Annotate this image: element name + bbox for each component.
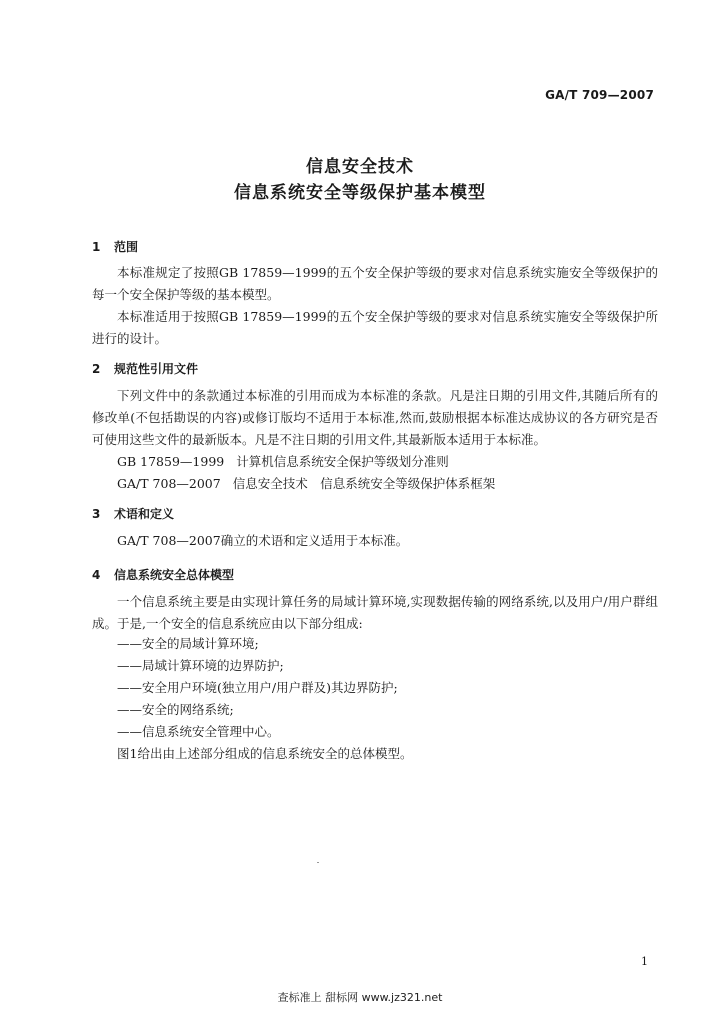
section-title: 术语和定义 xyxy=(114,507,175,521)
document-title-line2: 信息系统安全等级保护基本模型 xyxy=(234,183,486,203)
reference-title: 信息安全技术 信息系统安全等级保护体系框架 xyxy=(232,476,496,491)
section-number: 2 xyxy=(92,362,101,376)
reference-item xyxy=(117,451,449,473)
section-1-heading xyxy=(92,238,138,255)
section-4-heading xyxy=(92,566,234,583)
section-2-paragraph-1: 下列文件中的条款通过本标准的引用而成为本标准的条款。凡是注日期的引用文件,其随后所有的修改单(不包括勘误的内容)或修订版均不适用于本标准,然而,鼓励根据本标准达成协议的各方研究是否可使用这些文件的最新版本。凡是不注日期的引用文件,其最新版本适用于本标准。 xyxy=(92,388,658,447)
section-number: 4 xyxy=(92,568,101,582)
standard-code: GA/T 709—2007 xyxy=(545,88,654,102)
footer-watermark: 查标准上 甜标网 www.jz321.net xyxy=(277,991,443,1004)
section-number: 3 xyxy=(92,507,101,521)
section-1-paragraph-2: 本标准适用于按照GB 17859—1999的五个安全保护等级的要求对信息系统实施安全等级保护所进行的设计。 xyxy=(92,309,658,346)
list-item: ——安全的网络系统; xyxy=(117,702,234,717)
reference-code: GB 17859—1999 xyxy=(117,454,225,469)
document-title-line1: 信息安全技术 xyxy=(306,157,414,177)
section-4-closing: 图1给出由上述部分组成的信息系统安全的总体模型。 xyxy=(117,746,413,761)
list-item: ——局域计算环境的边界防护; xyxy=(117,658,284,673)
section-title: 范围 xyxy=(114,240,139,254)
list-item: ——安全的局域计算环境; xyxy=(117,636,259,651)
section-title: 规范性引用文件 xyxy=(114,362,199,376)
reference-code: GA/T 708—2007 xyxy=(117,476,221,491)
reference-item xyxy=(117,473,495,495)
section-3-paragraph-1: GA/T 708—2007确立的术语和定义适用于本标准。 xyxy=(117,533,409,548)
section-number: 1 xyxy=(92,240,101,254)
section-2-heading xyxy=(92,360,198,377)
page-number: 1 xyxy=(641,955,648,968)
section-3-heading xyxy=(92,505,174,522)
list-item: ——信息系统安全管理中心。 xyxy=(117,724,280,739)
section-4-paragraph-1: 一个信息系统主要是由实现计算任务的局域计算环境,实现数据传输的网络系统,以及用户/用户群组成。于是,一个安全的信息系统应由以下部分组成: xyxy=(92,594,658,631)
section-title: 信息系统安全总体模型 xyxy=(114,568,235,582)
section-1-paragraph-1: 本标准规定了按照GB 17859—1999的五个安全保护等级的要求对信息系统实施安全等级保护的每一个安全保护等级的基本模型。 xyxy=(92,265,658,302)
list-item: ——安全用户环境(独立用户/用户群及)其边界防护; xyxy=(117,680,398,695)
scan-speck xyxy=(317,862,319,863)
reference-title: 计算机信息系统安全保护等级划分准则 xyxy=(236,454,449,469)
